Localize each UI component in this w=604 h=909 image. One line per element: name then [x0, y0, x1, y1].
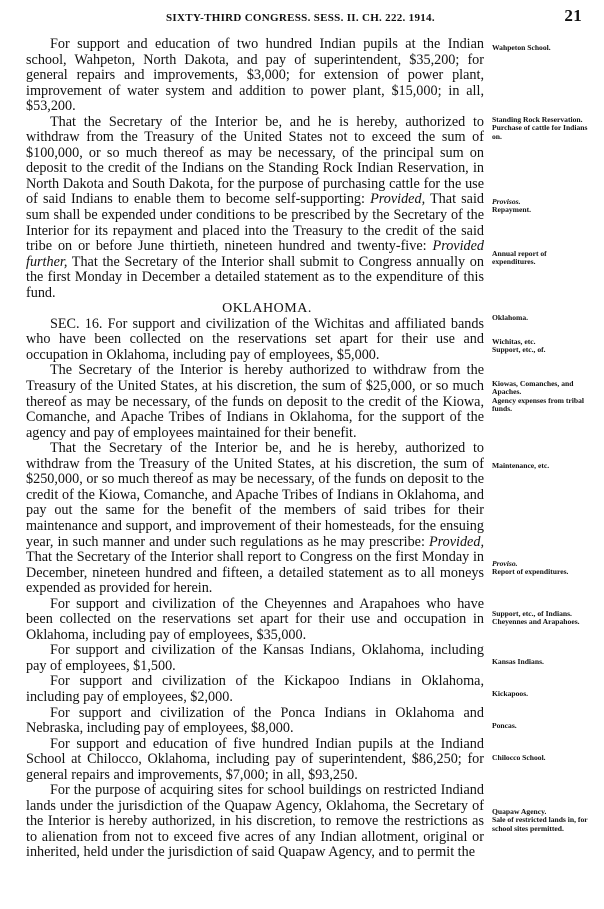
- proviso-label: Provided further,: [26, 238, 485, 270]
- note-line: Kiowas, Comanches, and Apaches.: [492, 379, 574, 397]
- text-run: That the Secretary of the Interior shall report to Congress on the first Monday in December, nineteen hundred and fifteen, a detailed statement as to all moneys expended as provided for herein.: [26, 549, 484, 597]
- note-line: Support, etc., of.: [492, 345, 546, 355]
- margin-note-wahpeton: [492, 44, 592, 52]
- margin-note-kiowas: [492, 380, 592, 414]
- page-number: 21: [564, 6, 582, 25]
- note-line: Wahpeton School.: [492, 43, 551, 52]
- margin-note-annual-report: [492, 250, 592, 267]
- proviso-label: Provided,: [428, 533, 484, 550]
- margin-note-proviso: [492, 560, 592, 577]
- note-line: Oklahoma.: [492, 313, 529, 322]
- note-line: Proviso.: [492, 559, 518, 568]
- note-line: Quapaw Agency.: [492, 807, 547, 816]
- paragraph-cheyennes: For support and civilization of the Cheyennes and Arapahoes who have been collected on the reservations set apart for their use and occupation in Oklahoma, including pay of employees, $35,000.: [26, 595, 484, 643]
- paragraph-chilocco: For support and education of five hundred Indian pupils at the Indiand School at Chilocco, Oklahoma, including pay of superintendent, $86,250; for general repairs and improvements, $7,000; in all, $93,250.: [26, 735, 484, 783]
- running-head: SIXTY-THIRD CONGRESS. SESS. II. CH. 222. 1914.: [166, 12, 435, 24]
- note-line: Annual report of expenditures.: [492, 249, 547, 267]
- paragraph-quapaw: For the purpose of acquiring sites for school buildings on restricted Indiand lands under the jurisdiction of the Quapaw Agency, Oklahoma, the Secretary of the Interior is hereby authorized, in his discretion, to remove the restrictions as to alienation from not to exceed five acres of any Indian allotment, original or inherited, held under the jurisdiction of said Quapaw Agency, and to permit the: [26, 782, 484, 861]
- text-run: That the Secretary of the Interior be, and he is hereby, authorized to withdraw from the Treasury of the United States, at his discretion, the sum of $250,000, or so much thereof as may be necessary, of the funds on deposit to the credit of the Kiowa, Comanche, and Apache Tribes of Indians in Oklahoma, and pay out the same for the benefit of the members of said tribes for their maintenance and support, and improvement of their homesteads, for the ensuing year, in such manner and under such regulations as he may prescribe:: [26, 440, 484, 550]
- note-line: Chilocco School.: [492, 753, 546, 762]
- margin-note-oklahoma: [492, 314, 592, 322]
- note-line: Maintenance, etc.: [492, 461, 550, 470]
- main-text: [26, 37, 484, 861]
- note-line: Sale of restricted lands in, for school sites permitted.: [492, 815, 588, 833]
- note-line: Support, etc., of Indians.: [492, 609, 572, 618]
- note-line: Kansas Indians.: [492, 657, 544, 666]
- section-title: OKLAHOMA.: [222, 301, 312, 317]
- text-run: That said sum shall be expended under conditions to be prescribed by the Secretary of the Interior for its repayment and placed into the Treasury to the credit of the said tribe on or before June thirtieth, nineteen hundred and twenty-five:: [26, 191, 485, 255]
- note-line: Poncas.: [492, 721, 517, 730]
- paragraph-kiowas: The Secretary of the Interior is hereby authorized to withdraw from the Treasury of the United States, at his discretion, the sum of $25,000, or so much thereof as may be necessary, of the funds on deposit to the credit of the Kiowa, Comanche, and Apache Tribes of Indians in Oklahoma, for the support of the agency and pay of employees maintained for their benefit.: [26, 362, 484, 441]
- proviso-label: Provided,: [370, 191, 426, 208]
- margin-note-cheyennes: [492, 610, 592, 627]
- paragraph-maintenance: [26, 441, 484, 596]
- note-line: Repayment.: [492, 205, 532, 215]
- margin-note-standing-rock: [492, 116, 592, 141]
- margin-note-maintenance: [492, 462, 592, 470]
- paragraph-wahpeton: For support and education of two hundred Indian pupils at the Indian school, Wahpeton, North Dakota, and pay of superintendent, $35,200; for general repairs and improvements, $3,000; for extension of power plant, improvement of water system and addition to power plant, $15,000; in all, $53,200.: [26, 36, 484, 115]
- note-line: Standing Rock Reservation.: [492, 115, 583, 124]
- text-run: That the Secretary of the Interior be, and he is hereby, authorized to withdraw from the Treasury of the United States not to exceed the sum of $100,000, or so much thereof as may be necessary, of the principal sum on deposit to the credit of the Indians on the Standing Rock Indian Reservation, in North Dakota and South Dakota, for the purpose of purchasing cattle for the use of said Indians to enable them to become self-supporting:: [26, 113, 484, 208]
- note-line: Provisos.: [492, 197, 521, 206]
- margin-note-wichitas: [492, 338, 592, 355]
- note-line: Report of expenditures.: [492, 567, 569, 577]
- paragraph-wichitas: SEC. 16. For support and civilization of the Wichitas and affiliated bands who have been collected on the reservations set apart for their use and occupation in Oklahoma, including pay of employees, $5,000.: [26, 315, 484, 363]
- note-line: Kickapoos.: [492, 689, 529, 698]
- note-line: Purchase of cattle for Indians on.: [492, 123, 588, 141]
- margin-note-poncas: [492, 722, 592, 730]
- note-line: Cheyennes and Arapahoes.: [492, 617, 580, 627]
- text-run: That the Secretary of the Interior shall submit to Congress annually on the first Monday in December a detailed statement as to the expenditure of this fund.: [26, 253, 484, 301]
- margin-note-kansas: [492, 658, 592, 666]
- note-line: Wichitas, etc.: [492, 337, 536, 346]
- margin-note-chilocco: [492, 754, 592, 762]
- note-line: Agency expenses from tribal funds.: [492, 395, 585, 414]
- margin-note-kickapoos: [492, 690, 592, 698]
- margin-note-quapaw: [492, 808, 592, 833]
- paragraph-kickapoo: For support and civilization of the Kickapoo Indians in Oklahoma, including pay of employees, $2,000.: [26, 673, 484, 705]
- paragraph-kansas: For support and civilization of the Kansas Indians, Oklahoma, including pay of employees, $1,500.: [26, 642, 484, 674]
- paragraph-ponca: For support and civilization of the Ponca Indians in Oklahoma and Nebraska, including pay of employees, $8,000.: [26, 704, 484, 737]
- margin-note-provisos: [492, 198, 592, 215]
- paragraph-standing-rock: [26, 115, 484, 302]
